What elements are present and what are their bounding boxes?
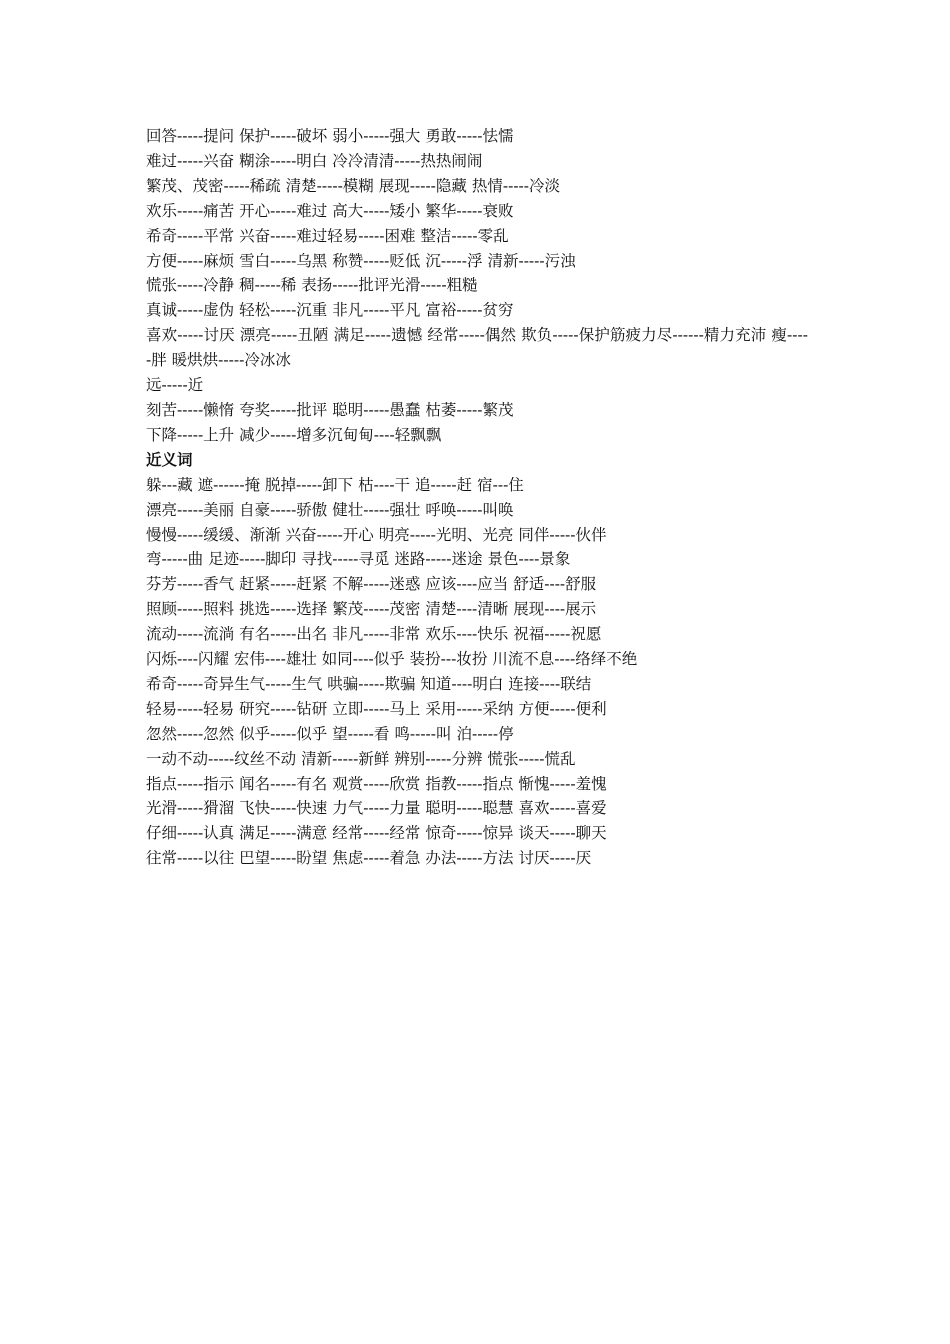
antonym-line: 难过-----兴奋 糊涂-----明白 冷冷清清-----热热闹闹	[146, 151, 483, 170]
antonym-line: 慌张-----冷静 稠-----稀 表扬-----批评光滑-----粗糙	[146, 276, 478, 295]
antonym-line: 欢乐-----痛苦 开心-----难过 高大-----矮小 繁华-----衰败	[146, 201, 514, 220]
antonym-line: 刻苦-----懒惰 夸奖-----批评 聪明-----愚蠢 枯萎-----繁茂	[146, 400, 514, 419]
synonym-line: 躲---藏 遮------掩 脱掉-----卸下 枯----干 追-----赶 宿---住	[146, 475, 524, 494]
antonym-line: 繁茂、茂密-----稀疏 清楚-----模糊 展现-----隐藏 热情-----冷淡	[146, 176, 561, 195]
synonym-line: 忽然-----忽然 似乎-----似乎 望-----看 鸣-----叫 泊-----停	[146, 724, 514, 743]
synonym-line: 轻易-----轻易 研究-----钻研 立即-----马上 采用-----采纳 方便-----便利	[146, 699, 607, 718]
document-body	[146, 124, 808, 871]
antonym-line: 回答-----提问 保护-----破坏 弱小-----强大 勇敢-----怯懦	[146, 127, 514, 145]
antonym-line: 真诚-----虚伪 轻松-----沉重 非凡-----平凡 富裕-----贫穷	[146, 301, 514, 320]
synonym-line: 照顾-----照料 挑选-----选择 繁茂-----茂密 清楚----清晰 展现----展示	[146, 600, 597, 619]
antonym-line: 远-----近	[146, 376, 204, 395]
synonym-line: 希奇-----奇异生气-----生气 哄骗-----欺骗 知道----明白 连接----联结	[146, 674, 592, 693]
synonym-line: 仔细-----认真 满足-----满意 经常-----经常 惊奇-----惊异 谈天-----聊天	[146, 824, 607, 843]
synonym-section	[146, 473, 808, 872]
synonym-line: 芬芳-----香气 赶紧-----赶紧 不解-----迷惑 应该----应当 舒适----舒服	[146, 575, 597, 594]
synonym-heading: 近义词	[146, 450, 193, 469]
synonym-line: 光滑-----猾溜 飞快-----快速 力气-----力量 聪明-----聪慧 喜欢-----喜爱	[146, 799, 607, 818]
synonym-line: 流动-----流淌 有名-----出名 非凡-----非常 欢乐----快乐 祝福-----祝愿	[146, 625, 602, 644]
synonym-line: 弯-----曲 足迹-----脚印 寻找-----寻觅 迷路-----迷途 景色----景象	[146, 550, 571, 569]
synonym-line: 漂亮-----美丽 自豪-----骄傲 健壮-----强壮 呼唤-----叫唤	[146, 500, 514, 519]
antonym-line: 方便-----麻烦 雪白-----乌黑 称赞-----贬低 沉-----浮 清新-----污浊	[146, 251, 576, 270]
synonym-line: 往常-----以往 巴望-----盼望 焦虑-----着急 办法-----方法 讨厌-----厌	[146, 849, 592, 868]
synonym-line: 指点-----指示 闻名-----有名 观赏-----欣赏 指教-----指点 惭愧-----羞愧	[146, 774, 607, 793]
synonym-line: 闪烁----闪耀 宏伟----雄壮 如同----似乎 装扮---妆扮 川流不息----络绎不绝	[146, 650, 638, 669]
antonym-line: 喜欢-----讨厌 漂亮-----丑陋 满足-----遗憾 经常-----偶然 欺负-----保护筋疲力尽------精力充沛 瘦-----胖 暖烘烘-----冷冰冰	[146, 326, 808, 370]
antonym-section	[146, 124, 808, 448]
synonym-line: 一动不动-----纹丝不动 清新-----新鲜 辨别-----分辨 慌张-----慌乱	[146, 749, 576, 768]
antonym-line: 希奇-----平常 兴奋-----难过轻易-----困难 整洁-----零乱	[146, 226, 509, 245]
synonym-line: 慢慢-----缓缓、渐渐 兴奋-----开心 明亮-----光明、光亮 同伴-----伙伴	[146, 525, 607, 544]
antonym-line: 下降-----上升 减少-----增多沉甸甸----轻飘飘	[146, 425, 442, 444]
